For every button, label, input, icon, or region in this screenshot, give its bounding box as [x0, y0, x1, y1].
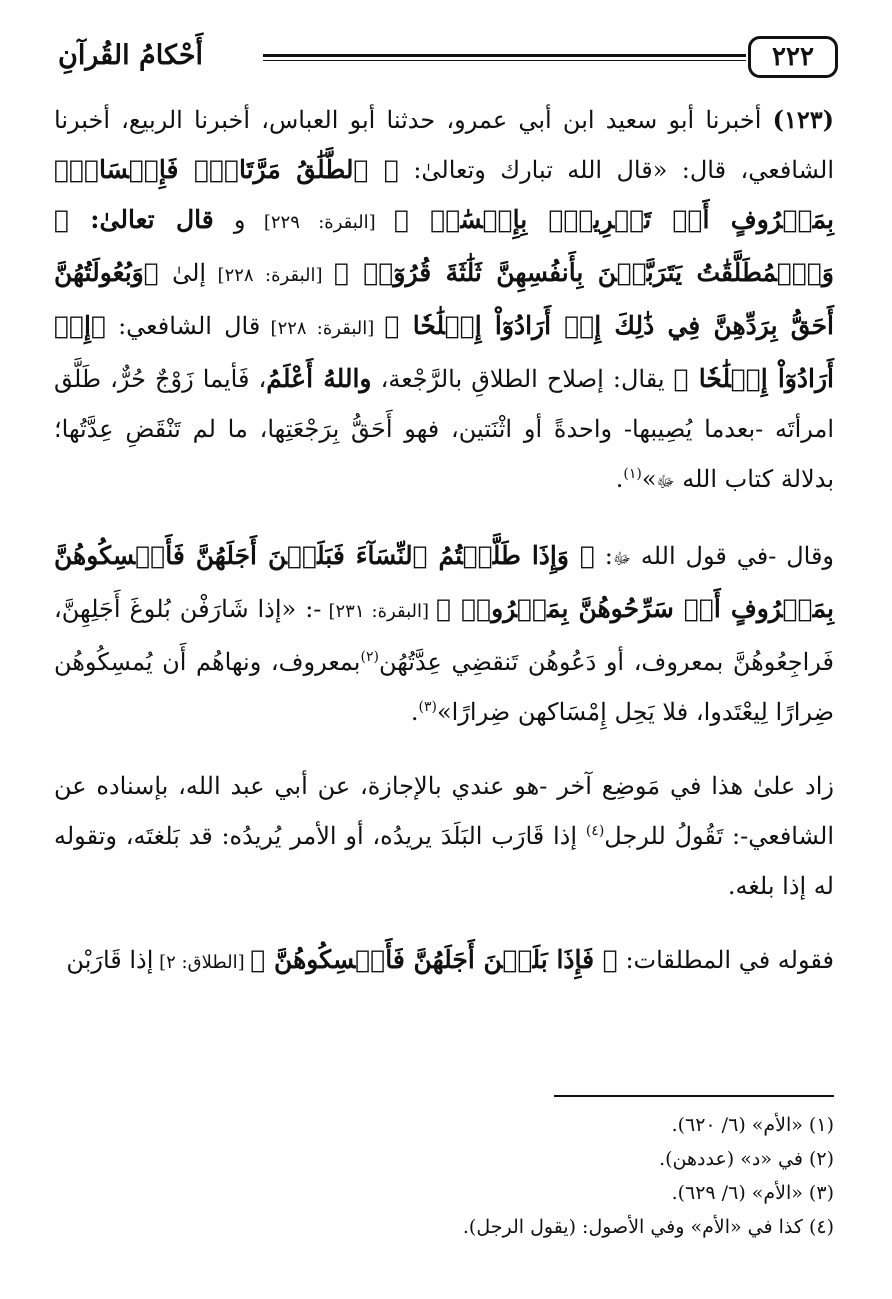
text-segment: يقال: إصلاح الطلاقِ بالرَّجْعة، [371, 365, 674, 393]
quran-verse: قال تعالىٰ: ﴿ وَٱلۡمُطَلَّقَٰتُ يَتَرَبَّصۡنَ بِأَنفُسِهِنَّ ثَلَٰثَةَ قُرُوٓءٖ ﴾ [54, 205, 835, 287]
footnote-2: (٢) في «د» (عددهن). [659, 1148, 834, 1170]
text-segment: إذا قَارَبْن [66, 946, 154, 974]
page-header [58, 30, 838, 90]
verse-reference: [البقرة: ٢٢٨] [206, 265, 334, 286]
verse-reference: [الطلاق: ٢] [153, 952, 251, 973]
footnote-marker[interactable]: (١) [623, 466, 642, 482]
paragraph-3 [54, 761, 834, 911]
text-segment: أخبرنا أبو سعيد ابن أبي عمرو، حدثنا أبو العباس، أخبرنا الربيع، أخبرنا الشافعي، قال: «قال الله تبارك وتعالىٰ: [54, 106, 834, 184]
paragraph-2 [54, 531, 834, 737]
footnote-marker[interactable]: (٤) [585, 823, 605, 839]
text-segment: زاد علىٰ هذا في مَوضِع آخر -هو عندي بالإجازة، عن أبي عبد الله، بإسناده عن الشافعي-: تَقُولُ للرجل [54, 772, 834, 850]
paragraph-123 [54, 95, 834, 507]
footnote-3: (٣) «الأم» (٦/ ٦٢٩). [671, 1182, 834, 1204]
footnote-1: (١) «الأم» (٦/ ٦٢٠). [671, 1114, 834, 1136]
main-text [54, 95, 834, 1012]
text-segment: وقال -في قول الله [630, 542, 835, 570]
quran-verse: ﴿إِنۡ أَرَادُوٓاْ إِصۡلَٰحٗا ﴾ [54, 311, 834, 393]
verse-reference: [البقرة: ٢٢٩] [245, 212, 394, 233]
text-segment: . [615, 465, 624, 493]
text-segment: بمعروف، ونهاهُم أَن يُمسِكُوهُن ضِرارًا لِيعْتَدوا، فلا يَحِل إِمْسَاكهن ضِرارًا» [54, 648, 834, 726]
allah-knows-best: واللهُ أَعْلَمُ [266, 364, 372, 393]
footnotes [54, 1108, 834, 1244]
text-segment: فقوله في المطلقات: [617, 946, 834, 974]
footnote-separator [554, 1095, 834, 1097]
honorific-glyph: ﷻ [612, 549, 631, 568]
text-segment: » [641, 465, 657, 493]
verse-reference: [البقرة: ٢٢٨] [260, 318, 385, 339]
text-segment: ، فَأيما زَوْجٌ حُرٌّ، طَلَّق امرأتَه -بعدما يُصِيبها- واحدةً أو اثْنَتين، فهو أَحَقُّ بِرَجْعَتِها، ما لم تَنْقَضِ عِدَّتُها؛ بدلالة كتاب الله [54, 365, 834, 493]
text-segment: و [213, 206, 246, 234]
footnote-marker[interactable]: (٣) [418, 699, 437, 715]
text-segment: إلىٰ [158, 259, 207, 287]
text-segment: قال الشافعي: [105, 312, 261, 340]
verse-reference: [البقرة: ٢٣١] [321, 601, 437, 622]
paragraph-4 [54, 935, 834, 988]
quran-verse: ﴿ فَإِذَا بَلَغۡنَ أَجَلَهُنَّ فَأَمۡسِكُوهُنَّ ﴾ [250, 945, 618, 974]
book-title: أَحْكامُ القُرآنِ [58, 40, 204, 71]
quran-verse: ﴿ وَإِذَا طَلَّقۡتُمُ ٱلنِّسَآءَ فَبَلَغۡنَ أَجَلَهُنَّ فَأَمۡسِكُوهُنَّ بِمَعۡرُوفٍ أَوۡ سَرِّحُوهُنَّ بِمَعۡرُوفٖ ﴾ [54, 541, 835, 623]
page-number: ٢٢٢ [748, 36, 838, 78]
honorific-glyph: ﷻ [656, 472, 675, 491]
text-segment: . [410, 698, 419, 726]
footnote-marker[interactable]: (٢) [360, 649, 379, 665]
text-segment: -: «إذا شَارَفْن بُلوغَ أَجَلِهِنَّ، فَراجِعُوهُنَّ بمعروف، أو دَعُوهُن تَنقضِي عِدَّتُهُن [54, 595, 834, 676]
hadith-number: (١٢٣) [772, 105, 834, 134]
footnote-4: (٤) كذا في «الأم» وفي الأصول: (يقول الرجل). [462, 1216, 834, 1238]
text-segment: : [594, 542, 613, 570]
quran-verse: ﴿وَبُعُولَتُهُنَّ أَحَقُّ بِرَدِّهِنَّ فِي ذَٰلِكَ إِنۡ أَرَادُوٓاْ إِصۡلَٰحٗا ﴾ [54, 258, 835, 340]
quran-verse: ﴿ ٱلطَّلَٰقُ مَرَّتَانِۖ فَإِمۡسَاكُۢ بِمَعۡرُوفٍ أَوۡ تَسۡرِيحُۢ بِإِحۡسَٰنٖ ﴾ [54, 155, 834, 234]
text-segment: إذا قَارَب البَلَدَ يريدُه، أو الأمر يُريدُه: قد بَلغتَه، وتقوله له إذا بلغه. [54, 822, 834, 900]
header-rule [263, 54, 746, 61]
